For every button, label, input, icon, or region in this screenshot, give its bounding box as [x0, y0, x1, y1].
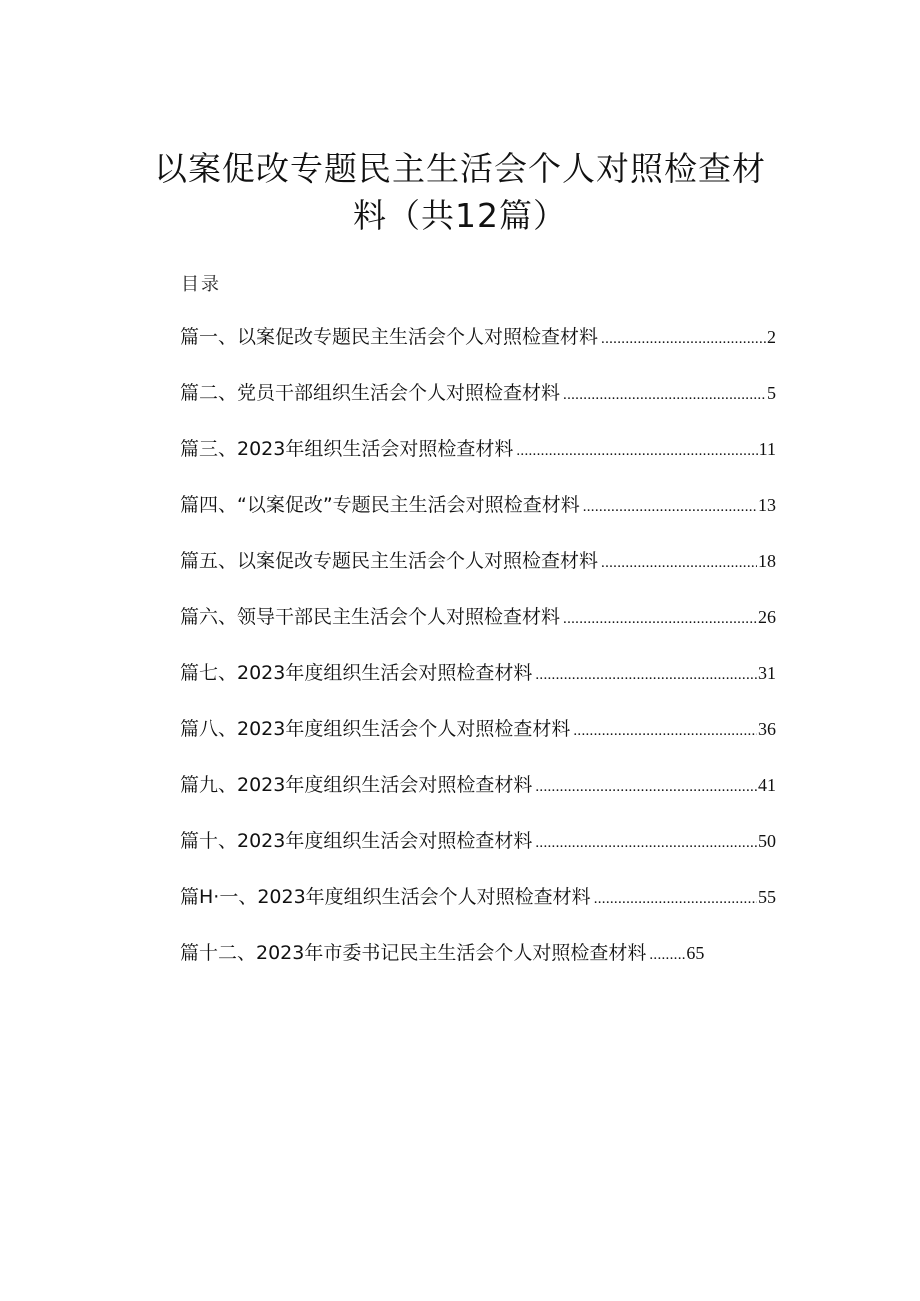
toc-entry-page: 41 — [758, 775, 776, 795]
toc-entry-label: 篇三、2023年组织生活会对照检查材料 — [180, 438, 514, 460]
document-title-line-1: 以案促改专题民主生活会个人对照检查材 — [154, 149, 766, 188]
toc-entry[interactable] — [180, 826, 776, 854]
toc-entry-page: 50 — [758, 831, 776, 851]
toc-entry-page: 65 — [686, 943, 705, 963]
toc-entry[interactable] — [180, 490, 776, 518]
toc-entry[interactable] — [180, 770, 776, 798]
toc-entry-label: 篇一、以案促改专题民主生活会个人对照检查材料 — [180, 326, 599, 348]
toc-entry[interactable] — [180, 938, 704, 966]
toc-leader-dots — [516, 443, 757, 460]
toc-entry-label: 篇H·一、2023年度组织生活会个人对照检查材料 — [180, 886, 591, 908]
toc-leader-dots — [601, 555, 757, 572]
toc-leader-dots — [563, 387, 766, 404]
toc-entry-label: 篇五、以案促改专题民主生活会个人对照检查材料 — [180, 550, 599, 572]
toc-entry-label: 篇二、党员干部组织生活会个人对照检查材料 — [180, 382, 561, 404]
toc-entry-page: 11 — [758, 439, 776, 459]
toc-entry[interactable] — [180, 434, 776, 462]
toc-entry-page: 36 — [758, 719, 776, 739]
toc-entry-page: 31 — [758, 663, 776, 683]
toc-entry-label: 篇四、“以案促改”专题民主生活会对照检查材料 — [180, 494, 580, 516]
toc-entry-page: 13 — [758, 495, 776, 515]
toc-leader-dots — [535, 667, 757, 684]
document-title-line-2: 料（共12篇） — [353, 196, 567, 235]
toc-leader-dots — [601, 331, 766, 348]
toc-entry[interactable] — [180, 714, 776, 742]
toc-entry-page: 18 — [758, 551, 776, 571]
toc-leader-dots — [535, 835, 757, 852]
toc-entry-label: 篇八、2023年度组织生活会个人对照检查材料 — [180, 718, 571, 740]
toc-entry[interactable] — [180, 658, 776, 686]
toc-entry[interactable] — [180, 322, 776, 350]
toc-leader-dots — [563, 611, 757, 628]
toc-leader-dots — [573, 723, 757, 740]
toc-leader-dots — [594, 891, 757, 908]
toc-entry-page: 2 — [767, 327, 776, 347]
toc-leader-dots — [535, 779, 757, 796]
toc-leader-dots — [583, 499, 757, 516]
toc-entry-page: 5 — [767, 383, 776, 403]
toc-leader-dots — [649, 947, 685, 964]
toc-entry[interactable] — [180, 378, 776, 406]
toc-entry-label: 篇十、2023年度组织生活会对照检查材料 — [180, 830, 533, 852]
toc-heading: 目录 — [181, 274, 221, 295]
toc-entry-page: 26 — [758, 607, 776, 627]
toc-entry[interactable] — [180, 602, 776, 630]
toc-entry-page: 55 — [758, 887, 776, 907]
toc-entry-label: 篇七、2023年度组织生活会对照检查材料 — [180, 662, 533, 684]
toc-entry[interactable] — [180, 882, 776, 910]
toc-entry[interactable] — [180, 546, 776, 574]
toc-entry-label: 篇九、2023年度组织生活会对照检查材料 — [180, 774, 533, 796]
toc-entry-label: 篇十二、2023年市委书记民主生活会个人对照检查材料 — [180, 942, 647, 964]
toc-entry-label: 篇六、领导干部民主生活会个人对照检查材料 — [180, 606, 561, 628]
